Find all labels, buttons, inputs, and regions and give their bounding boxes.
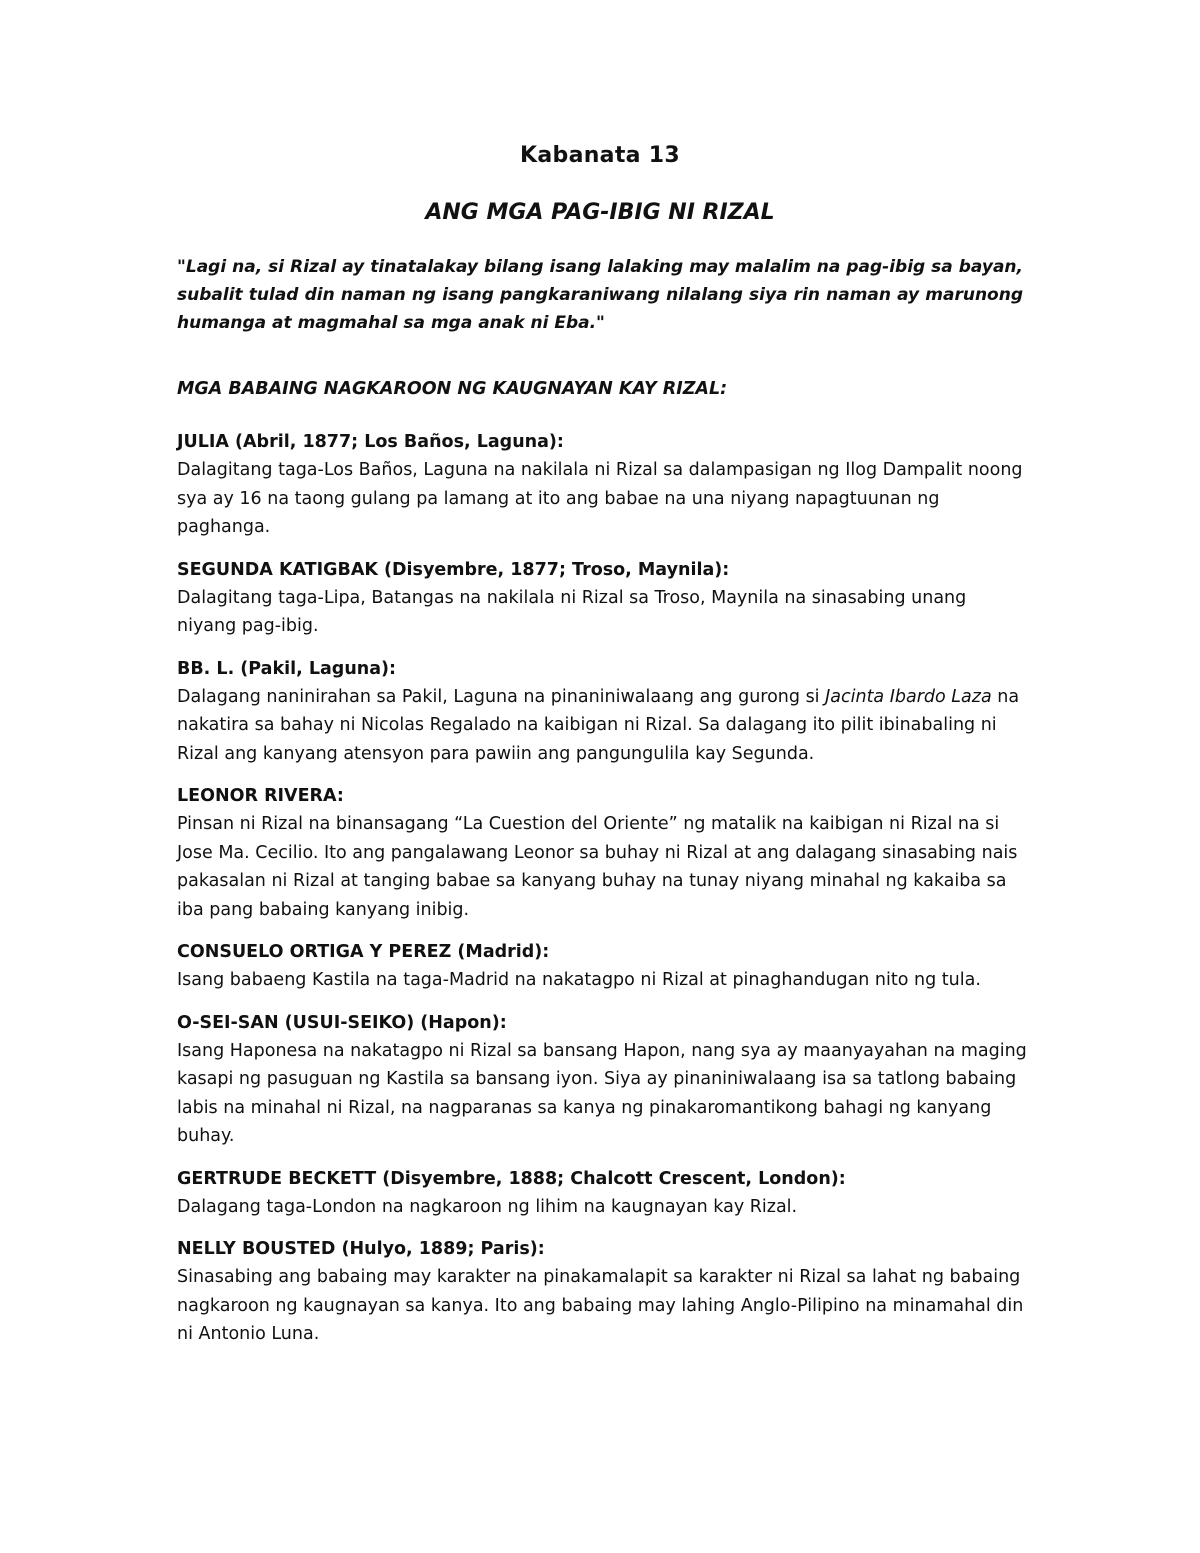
entry-body-text: Dalagang naninirahan sa Pakil, Laguna na pinaniniwalaang ang gurong si	[177, 686, 826, 707]
epigraph-quote: "Lagi na, si Rizal ay tinatalakay bilang isang lalaking may malalim na pag-ibig sa bayan, subalit tulad din naman ng isang pangkaraniwang nilalang siya rin naman ay marunong humanga at magmahal sa mga anak ni Eba."	[177, 257, 1023, 333]
entry-gertrude-beckett	[177, 1165, 1027, 1222]
entry-body: Isang babaeng Kastila na taga-Madrid na nakatagpo ni Rizal at pinaghandugan nito ng tula.	[177, 970, 981, 990]
entry-bb-l	[177, 655, 1027, 769]
entry-body-text: na nakatira sa bahay ni Nicolas Regalado na kaibigan ni Rizal. Sa dalagang ito pilit ibinabaling ni Rizal ang kanyang atensyon para pawiin ang pangungulila kay Segunda.	[177, 686, 1020, 764]
entry-heading: BB. L. (Pakil, Laguna):	[177, 658, 397, 679]
entry-julia	[177, 428, 1027, 542]
entry-segunda-katigbak	[177, 556, 1027, 641]
entry-body: Dalagitang taga-Lipa, Batangas na nakilala ni Rizal sa Troso, Maynila na sinasabing unang niyang pag-ibig.	[177, 587, 967, 636]
entry-heading: NELLY BOUSTED (Hulyo, 1889; Paris):	[177, 1239, 545, 1259]
entry-body: Dalagang taga-London na nagkaroon ng lihim na kaugnayan kay Rizal.	[177, 1196, 798, 1217]
entry-o-sei-san	[177, 1009, 1027, 1151]
entry-body	[177, 683, 1027, 769]
section-heading: MGA BABAING NAGKAROON NG KAUGNAYAN KAY RIZAL:	[177, 379, 728, 399]
entry-body: Pinsan ni Rizal na binansagang “La Cuestion del Oriente” ng matalik na kaibigan ni Rizal na si Jose Ma. Cecilio. Ito ang pangalawang Leonor sa buhay ni Rizal at ang dalagang sinasabing nais pakasalan ni Rizal at tanging babae sa kanyang buhay na tunay niyang minahal ng kakaiba sa iba pang babaing kanyang inibig.	[177, 814, 1018, 920]
entry-leonor-rivera	[177, 782, 1027, 924]
entry-consuelo-ortiga	[177, 938, 1027, 995]
entry-heading: O-SEI-SAN (USUI-SEIKO) (Hapon):	[177, 1012, 507, 1033]
document-title: ANG MGA PAG-IBIG NI RIZAL	[425, 200, 775, 225]
entry-heading: LEONOR RIVERA:	[177, 786, 344, 806]
entry-body: Dalagitang taga-Los Baños, Laguna na nakilala ni Rizal sa dalampasigan ng Ilog Dampalit noong sya ay 16 na taong gulang pa lamang at ito ang babae na una niyang napagtuunan ng paghanga.	[177, 460, 1023, 537]
entry-body-italic-name: Jacinta Ibardo Laza	[825, 686, 992, 707]
entry-heading: SEGUNDA KATIGBAK (Disyembre, 1877; Troso, Maynila):	[177, 559, 730, 580]
entry-nelly-bousted	[177, 1235, 1027, 1349]
entry-body: Sinasabing ang babaing may karakter na pinakamalapit sa karakter ni Rizal sa lahat ng babaing nagkaroon ng kaugnayan sa kanya. Ito ang babaing may lahing Anglo-Pilipino na minamahal din ni Antonio Luna.	[177, 1267, 1024, 1344]
entry-heading: GERTRUDE BECKETT (Disyembre, 1888; Chalcott Crescent, London):	[177, 1168, 846, 1189]
entries-list	[177, 428, 1027, 1363]
entry-heading: CONSUELO ORTIGA Y PEREZ (Madrid):	[177, 942, 550, 962]
entry-body: Isang Haponesa na nakatagpo ni Rizal sa bansang Hapon, nang sya ay maanyayahan na maging kasapi ng pasuguan ng Kastila sa bansang iyon. Siya ay pinaniniwalaang isa sa tatlong babaing labis na minahal ni Rizal, na nagparanas sa kanya ng pinakaromantikong bahagi ng kanyang buhay.	[177, 1040, 1027, 1146]
entry-heading: JULIA (Abril, 1877; Los Baños, Laguna):	[177, 432, 564, 452]
chapter-number: Kabanata 13	[520, 143, 680, 168]
